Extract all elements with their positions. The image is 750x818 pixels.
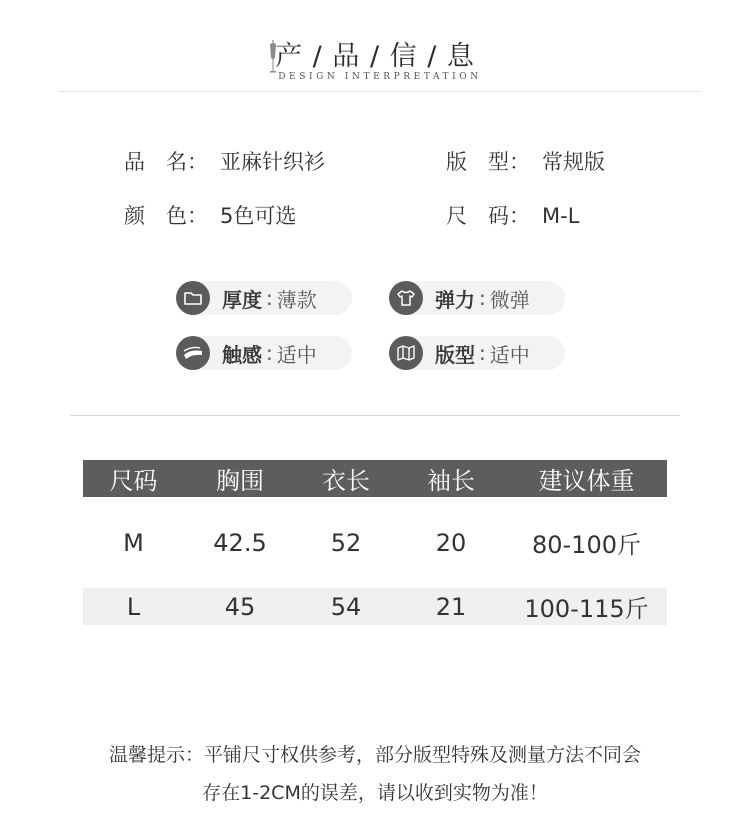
info-label: 品 名： <box>124 150 208 174</box>
info-size <box>446 200 579 230</box>
fabric-icon <box>176 336 210 370</box>
table-cell: M <box>123 528 144 557</box>
info-label: 版 型： <box>446 150 530 174</box>
feature-key: 版型 <box>435 342 475 367</box>
feature-fit <box>389 336 565 370</box>
tshirt-icon <box>389 281 423 315</box>
feature-value: 薄款 <box>276 287 317 312</box>
info-color <box>124 200 296 230</box>
section-subtitle: DESIGN INTERPRETATION <box>278 72 482 82</box>
table-cell: 21 <box>435 592 467 621</box>
info-value: 亚麻针织衫 <box>220 150 325 174</box>
table-cell: 80-100斤 <box>531 531 641 559</box>
tip-note-line: 存在1-2CM的误差，请以收到实物为准！ <box>202 782 548 804</box>
table-row <box>83 524 667 561</box>
feature-elasticity <box>389 281 565 315</box>
table-header-row <box>83 460 667 497</box>
divider <box>58 91 700 92</box>
table-cell: L <box>126 592 141 621</box>
table-header-cell: 尺码 <box>109 467 158 495</box>
feature-value: 微弹 <box>489 287 530 312</box>
feature-touch <box>176 336 352 370</box>
info-product-name <box>124 146 325 176</box>
feature-key: 弹力 <box>435 287 475 312</box>
info-value: M-L <box>542 204 580 228</box>
info-fit <box>446 146 605 176</box>
feature-sep: : <box>266 341 273 365</box>
feature-sep: : <box>479 341 486 365</box>
feature-key: 厚度 <box>222 287 262 312</box>
info-label: 尺 码： <box>446 204 530 228</box>
table-cell: 20 <box>435 528 467 557</box>
feature-value: 适中 <box>276 342 317 367</box>
table-cell: 52 <box>330 528 362 557</box>
feature-sep: : <box>266 286 273 310</box>
feature-value: 适中 <box>489 342 530 367</box>
feature-key: 触感 <box>222 342 262 367</box>
table-cell: 100-115斤 <box>524 595 649 623</box>
table-header-cell: 胸围 <box>216 467 264 495</box>
size-table <box>83 460 667 625</box>
info-value: 常规版 <box>542 150 605 174</box>
feature-sep: : <box>479 286 486 310</box>
feature-thickness <box>176 281 352 315</box>
table-header-cell: 衣长 <box>322 467 370 495</box>
section-title: 产 / 品 / 信 / 息 <box>275 41 475 72</box>
info-label: 颜 色： <box>124 204 208 228</box>
table-cell: 42.5 <box>213 528 267 557</box>
table-cell: 54 <box>330 592 362 621</box>
divider <box>70 415 680 416</box>
table-row <box>83 588 667 625</box>
table-header-cell: 建议体重 <box>538 467 635 495</box>
tip-note-line: 温馨提示：平铺尺寸权供参考，部分版型特殊及测量方法不同会 <box>108 744 641 766</box>
table-header-cell: 袖长 <box>427 467 475 495</box>
pattern-icon <box>389 336 423 370</box>
folder-icon <box>176 281 210 315</box>
table-cell: 45 <box>224 592 256 621</box>
info-value: 5色可选 <box>220 204 297 228</box>
